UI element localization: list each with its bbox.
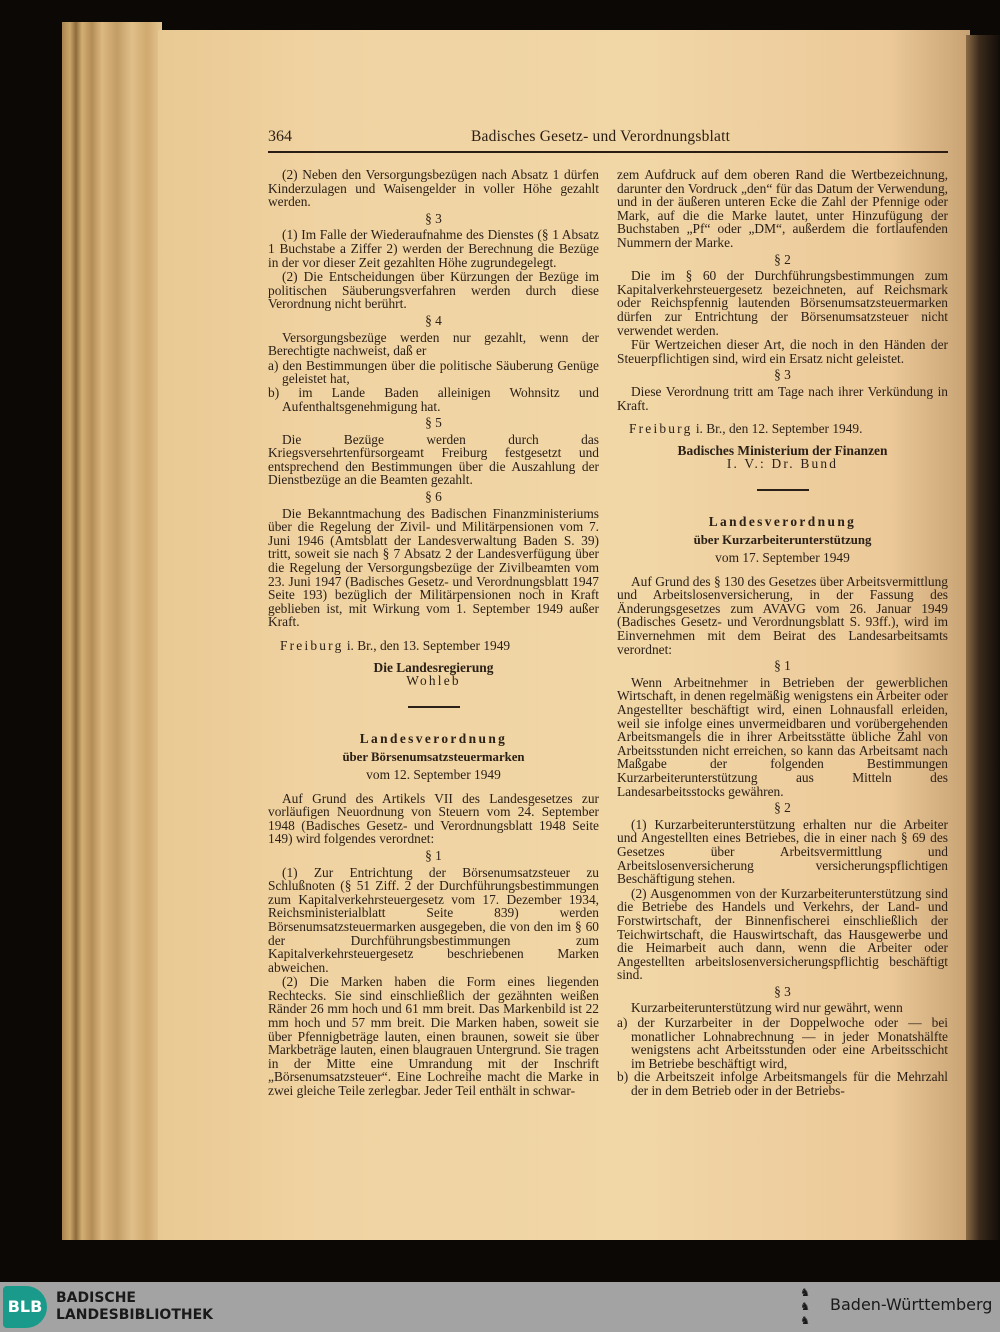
section-heading: § 2 <box>774 800 791 816</box>
place-name: Freiburg <box>629 421 693 437</box>
paragraph: (2) Die Entscheidungen über Kürzungen der Bezüge im politischen Säuberungsverfahren werden durch diese Verordnung nicht berührt. <box>268 269 599 312</box>
paragraph: Die Bezüge werden durch das Kriegsversehrtenfürsorgeamt Freiburg festgesetzt und entsprechend den Bestimmungen über die Auszahlung der Dienstbezüge an die Beamten gezahlt. <box>268 431 599 488</box>
footer-bar <box>0 1282 1000 1332</box>
list-item: a) der Kurzarbeiter in der Doppelwoche oder — bei monatlicher Lohnabrechnung — in jeder Monatshälfte wenigstens acht Arbeitsstunden oder eine Arbeitsschicht im Betriebe beschäftigt wird, <box>617 1015 948 1071</box>
list-item: a) den Bestimmungen über die politische Säuberung Genüge geleistet hat, <box>268 357 599 387</box>
section-heading: § 3 <box>425 210 442 226</box>
signatory-name: Wohleb <box>406 673 461 689</box>
paragraph: (1) Kurzarbeiterunterstützung erhalten nur die Arbeiter und Angestellten eines Betriebes, die in einer nach § 69 des Gesetzes über Arbeitsvermittlung und Arbeitslosenversicherung versicherungspflichtigen Beschäftigung stehen. <box>617 816 948 887</box>
library-name-line2: LANDESBIBLIOTHEK <box>56 1307 214 1323</box>
list-item: b) die Arbeitszeit infolge Arbeitsmangels für die Mehrzahl der in dem Betrieb oder in der Betriebs- <box>617 1069 948 1099</box>
blb-logo[interactable]: BLB <box>3 1286 47 1328</box>
library-name-line1: BADISCHE <box>56 1290 136 1306</box>
ordinance-subject: über Börsenumsatzsteuermarken <box>342 750 525 765</box>
paragraph: Für Wertzeichen dieser Art, die noch in den Händen der Steuerpflichtigen sind, wird ein Ersatz nicht geleistet. <box>617 337 948 366</box>
paragraph: Auf Grund des § 130 des Gesetzes über Arbeitsvermittlung und Arbeitslosenversicherung, in der Fassung des Änderungsgesetzes zum AVAVG vom 26. Januar 1949 (Badisches Gesetz- und Verordnungsblatt S. 93ff.), wird im Einvernehmen mit dem Beirat des Landesarbeitsamts verordnet: <box>617 573 948 657</box>
paragraph: zem Aufdruck auf dem oberen Rand die Wertbezeichnung, darunter den Vordruck „den“ für das Datum der Verwendung, und in der äußeren unteren Ecke die Zahl der Pfennige oder Mark, auf die die Marke lautet, unter Hinzufügung der Buchstaben „Pf“ oder „DM“, außerdem die fortlaufenden Nummern der Marke. <box>617 167 948 250</box>
section-heading: § 2 <box>774 251 791 267</box>
header-rule <box>268 151 948 153</box>
signatory-body: Badisches Ministerium der Finanzen <box>677 442 888 458</box>
book-right-edge <box>966 35 1000 1240</box>
state-name[interactable]: Baden-Württemberg <box>830 1295 993 1314</box>
paragraph: Kurzarbeiterunterstützung wird nur gewährt, wenn <box>631 1000 903 1016</box>
paragraph: Wenn Arbeitnehmer in Betrieben der gewerblichen Wirtschaft, in denen regelmäßig wenigstens ein Arbeiter oder Angestellter beschäftigt wird, einen Lohnausfall erleiden, weil sie infolge eines unvermeidbaren und vorübergehenden Arbeitsmangels die in ihrer Arbeitsstätte übliche Zahl von Arbeitsstunden nicht erreichen, so kann das Arbeitsamt nach Maßgabe der folgenden Bestimmungen Kurzarbeiterunterstützung aus Mitteln des Landesarbeitsstocks gewähren. <box>617 674 948 799</box>
section-divider <box>757 489 809 491</box>
paragraph: (2) Neben den Versorgungsbezügen nach Absatz 1 dürfen Kinderzulagen und Waisengelder in voller Höhe gezahlt werden. <box>268 167 599 210</box>
ordinance-title: Landesverordnung <box>359 730 508 746</box>
ordinance-date: vom 12. September 1949 <box>366 766 501 782</box>
section-heading: § 5 <box>425 415 442 431</box>
paragraph: Versorgungsbezüge werden nur gezahlt, wenn der Berechtigte nachweist, daß er <box>268 329 599 359</box>
signatory-name: I. V.: Dr. Bund <box>726 456 839 472</box>
paragraph: (2) Die Marken haben die Form eines liegenden Rechtecks. Sie sind einschließlich der gezähnten weißen Ränder 26 mm hoch und 61 mm breit. Das Markenbild ist 22 mm hoch und 57 mm breit. Die Marken haben, soweit sie über Pfennigbeträge lauten, einen braunen, soweit sie über Markbeträge lauten, einen blaugrauen Untergrund. Sie tragen in der Mitte eine Umrandung mit der Inschrift „Börsenumsatzsteuer“. Eine Lochreihe macht die Marke in zwei gleiche Teile zerlegbar. Jeder Teil enthält in schwar- <box>268 974 599 1099</box>
place-name: Freiburg <box>280 638 344 653</box>
state-coat-of-arms-icon: ♞ ♞ ♞ <box>800 1286 810 1327</box>
paragraph: Die im § 60 der Durchführungsbestimmungen zum Kapitalverkehrsteuergesetz bezeichneten, auf Reichsmark oder Reichspfennig lautenden Börsenumsatzsteuermarken dürfen zur Entrichtung der Börsenumsatzsteuer nicht verwendet werden. <box>617 268 948 338</box>
section-divider <box>408 706 460 708</box>
ordinance-subject: über Kurzarbeiterunterstützung <box>693 533 872 548</box>
library-name <box>56 1290 213 1324</box>
section-heading: § 6 <box>425 489 442 505</box>
page-number: 364 <box>268 128 292 145</box>
running-head: Badisches Gesetz- und Verordnungsblatt <box>471 128 731 145</box>
paragraph: Auf Grund des Artikels VII des Landesgesetzes zur vorläufigen Neuordnung von Steuern vom 24. September 1948 (Badisches Gesetz- und Verordnungsblatt 1948 Seite 149) wird folgendes verordnet: <box>268 790 599 847</box>
place-date: Freiburg i. Br., den 12. September 1949. <box>629 421 863 437</box>
section-heading: § 3 <box>774 983 791 999</box>
paragraph: (1) Im Falle der Wiederaufnahme des Dienstes (§ 1 Absatz 1 Buchstabe a Ziffer 2) werden der Berechnung die Bezüge in der vor dieser Zeit gezahlten Höhe zugrundegelegt. <box>268 227 599 270</box>
right-column <box>617 168 948 1098</box>
page-header <box>268 128 948 148</box>
section-heading: § 1 <box>774 658 791 674</box>
list-item: b) im Lande Baden alleinigen Wohnsitz und Aufenthaltsgenehmigung hat. <box>268 384 599 414</box>
section-heading: § 3 <box>774 367 791 383</box>
section-heading: § 4 <box>425 312 442 328</box>
paragraph: (2) Ausgenommen von der Kurzarbeiterunterstützung sind die Betriebe des Handels und Verkehrs, der Land- und Forstwirtschaft, der Binnenfischerei einschließlich der Teichwirtschaft, die Hauswirtschaft, das Hausgewerbe und die Heimarbeit auch dann, wenn die Arbeiter oder Angestellten arbeitslosenversicherungspflichtig beschäftigt sind. <box>617 885 948 983</box>
ordinance-date: vom 17. September 1949 <box>715 550 850 566</box>
paragraph: Die Bekanntmachung des Badischen Finanzministeriums über die Regelung der Zivil- und Militärpensionen vom 7. Juni 1946 (Amtsblatt der Landesverwaltung Baden S. 39) tritt, soweit sie nach § 7 Absatz 2 der Landesverfügung über die Regelung der Versorgungsbezüge der Zivilbeamten vom 23. Juni 1947 (Badisches Gesetz- und Verordnungsblatt 1947 Seite 193) bezüglich der Militärpensionen noch in Kraft geblieben ist, mit Wirkung vom 1. September 1949 außer Kraft. <box>268 505 599 630</box>
paragraph: (1) Zur Entrichtung der Börsenumsatzsteuer zu Schlußnoten (§ 51 Ziff. 2 der Durchführungsbestimmungen zum Kapitalverkehrsteuergesetz vom 17. Dezember 1934, Reichsministerialblatt Seite 839) werden Börsenumsatzsteuermarken ausgegeben, die von den im § 60 der Durchführungsbestimmungen zum Kapitalverkehrsteuergesetz beschriebenen Marken abweichen. <box>268 864 599 975</box>
paragraph: Diese Verordnung tritt am Tage nach ihrer Verkündung in Kraft. <box>617 383 948 413</box>
place-date: Freiburg i. Br., den 13. September 1949 <box>280 638 511 653</box>
section-heading: § 1 <box>425 847 442 863</box>
signatory-body: Die Landesregierung <box>373 659 494 675</box>
page-edges <box>62 22 162 1240</box>
ordinance-title: Landesverordnung <box>708 513 857 529</box>
left-column <box>268 168 599 1099</box>
